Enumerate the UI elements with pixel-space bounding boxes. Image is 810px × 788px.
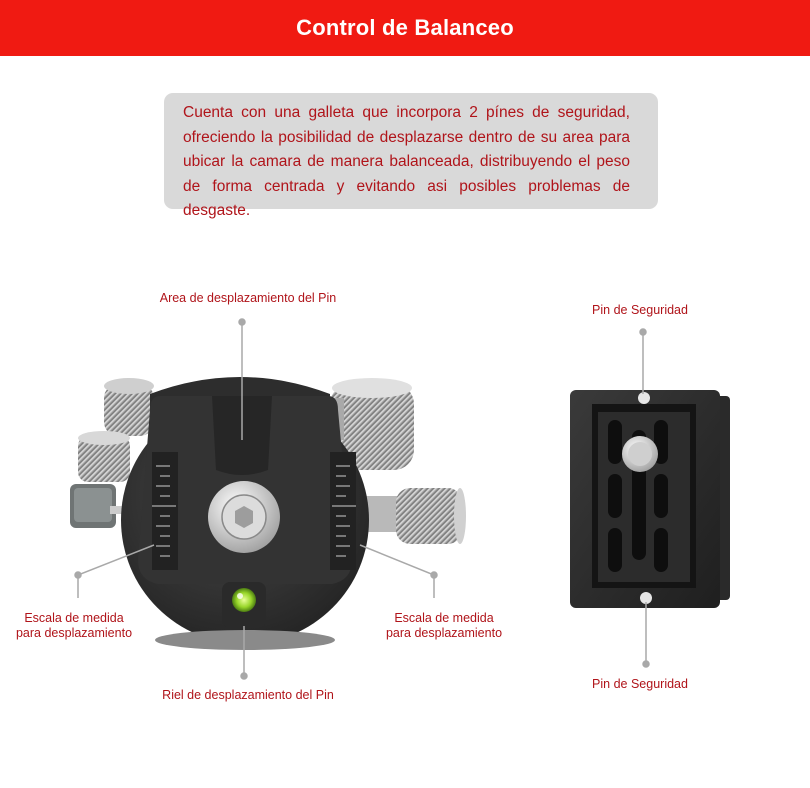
label-escala-left-line2: para desplazamiento xyxy=(15,626,133,640)
left-knob xyxy=(78,431,130,482)
security-pin-top xyxy=(638,392,650,404)
label-riel-pin: Riel de desplazamiento del Pin xyxy=(162,688,334,702)
description-text: Cuenta con una galleta que incorpora 2 pínes de seguridad, ofreciendo la posibilidad de desplazarse dentro de su area para ubicar la camara de manera balanceada, distribuyendo el peso de forma centrada y evitando asi posibles problemas de desgaste. xyxy=(183,104,630,219)
label-escala-left xyxy=(10,611,138,641)
right-knob xyxy=(360,488,466,544)
quick-release-plate xyxy=(570,390,730,608)
page-title: Control de Balanceo xyxy=(296,15,514,40)
left-scale xyxy=(152,452,178,570)
mount-screw xyxy=(208,481,280,553)
ball-head-clamp xyxy=(70,377,466,650)
label-escala-right-line1: Escala de medida xyxy=(394,611,494,625)
top-left-knob xyxy=(104,378,154,436)
bubble-level xyxy=(222,582,266,628)
label-pin-top: Pin de Seguridad xyxy=(592,303,688,317)
label-area-pin: Area de desplazamiento del Pin xyxy=(159,291,337,305)
label-pin-bottom: Pin de Seguridad xyxy=(592,677,688,691)
label-escala-left-line1: Escala de medida xyxy=(24,611,124,625)
lock-lever xyxy=(70,484,126,528)
label-escala-right-line2: para desplazamiento xyxy=(385,626,503,640)
label-escala-right xyxy=(380,611,508,641)
right-scale xyxy=(330,452,356,570)
